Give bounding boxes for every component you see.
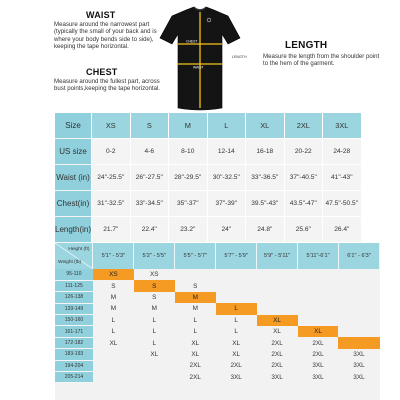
- size-value-cell: 39.5"-43": [245, 191, 284, 217]
- size-cell: [216, 269, 257, 280]
- row-header: US size: [55, 139, 91, 165]
- recommended-size-cell: [338, 337, 379, 348]
- size-value-cell: 22.4": [130, 217, 169, 243]
- size-cell: XL: [232, 339, 241, 347]
- weight-row-header: 150-160: [55, 315, 93, 326]
- size-value-cell: 4-6: [130, 139, 169, 165]
- size-cell: 2XL: [271, 339, 283, 347]
- height-weight-chart: [55, 243, 380, 400]
- length-title: LENGTH: [285, 40, 328, 51]
- jersey-svg: [150, 4, 250, 114]
- size-cell: L: [152, 328, 157, 336]
- weight-row-header: 183-193: [55, 349, 93, 360]
- size-table-row: [55, 113, 361, 139]
- size-value-cell: 33"-34.5": [130, 191, 169, 217]
- size-cell: [298, 292, 339, 303]
- length-figure-label: LENGTH: [232, 55, 247, 59]
- fit-chart-row: [55, 303, 380, 314]
- size-cell: [338, 326, 379, 337]
- size-value-cell: 0-2: [91, 139, 130, 165]
- recommended-size-cell: XL: [257, 315, 298, 326]
- size-table-row: [55, 139, 361, 165]
- size-value-cell: 47.5"-50.5": [322, 191, 361, 217]
- size-value-cell: 21.7": [91, 217, 130, 243]
- size-measurement-table: [55, 113, 361, 243]
- size-value-cell: 43.5"-47": [284, 191, 323, 217]
- height-column-header: 5'1" - 5'3": [93, 243, 134, 269]
- size-cell: 2XL: [271, 362, 283, 370]
- size-cell: [257, 303, 298, 314]
- length-instructions: Measure the length from the shoulder point to the hem of the garment.: [263, 53, 380, 68]
- size-cell: [134, 360, 175, 371]
- size-header-cell: M: [168, 113, 207, 139]
- size-cell: L: [111, 316, 116, 324]
- size-value-cell: 35"-37": [168, 191, 207, 217]
- chest-instructions: Measure around the fullest part, across bust points,keeping the tape horizontal.: [54, 78, 161, 93]
- size-header-cell: 3XL: [322, 113, 361, 139]
- weight-row-header: 194-204: [55, 360, 93, 371]
- row-header: Chest(in): [55, 191, 91, 217]
- fit-chart-row: [55, 372, 380, 383]
- size-value-cell: 23.2": [168, 217, 207, 243]
- size-cell: 2XL: [271, 350, 283, 358]
- size-cell: XL: [273, 328, 281, 336]
- size-cell: L: [193, 316, 197, 324]
- measurement-guide: [0, 0, 400, 113]
- size-header-cell: XL: [245, 113, 284, 139]
- fit-chart-row: [55, 280, 380, 291]
- size-cell: [93, 360, 134, 371]
- size-table-row: [55, 165, 361, 191]
- size-cell: [134, 372, 175, 383]
- size-cell: 2XL: [189, 373, 201, 381]
- size-value-cell: 28"-29.5": [168, 165, 207, 191]
- size-table-row: [55, 191, 361, 217]
- size-cell: [338, 315, 379, 326]
- size-value-cell: 16-18: [245, 139, 284, 165]
- size-header-cell: XS: [91, 113, 130, 139]
- size-cell: M: [151, 305, 157, 313]
- weight-row-header: 205-214: [55, 372, 93, 383]
- size-cell: 3XL: [312, 362, 324, 370]
- fit-chart-row: [55, 360, 380, 371]
- waist-title: WAIST: [86, 10, 116, 20]
- fit-chart-row: [55, 326, 380, 337]
- size-value-cell: 24.8": [245, 217, 284, 243]
- size-cell: [338, 269, 379, 280]
- size-header-cell: L: [207, 113, 246, 139]
- fit-chart-row: [55, 337, 380, 348]
- height-column-header: 6'1" - 6'3": [338, 243, 379, 269]
- size-value-cell: 37"-39": [207, 191, 246, 217]
- size-cell: L: [234, 316, 238, 324]
- size-value-cell: 24": [207, 217, 246, 243]
- size-cell: 3XL: [353, 362, 365, 370]
- fit-chart-row: [55, 292, 380, 303]
- weight-row-header: 161-171: [55, 326, 93, 337]
- weight-row-header: 172-182: [55, 337, 93, 348]
- size-cell: L: [152, 339, 157, 347]
- waist-instructions: Measure around the narrowest part (typically the small of your back and is where your body bends side to side), keeping the tape horizontal.: [54, 21, 157, 51]
- size-cell: [257, 280, 298, 291]
- fit-chart-row: [55, 349, 380, 360]
- size-cell: [298, 315, 339, 326]
- size-cell: 2XL: [312, 350, 324, 358]
- size-cell: L: [111, 328, 116, 336]
- weight-axis-label: Weight (lb): [58, 260, 82, 265]
- size-cell: L: [193, 328, 197, 336]
- height-column-header: 5'7" - 5'9": [216, 243, 257, 269]
- size-cell: 3XL: [353, 373, 365, 381]
- size-value-cell: 24-28: [322, 139, 361, 165]
- waist-figure-label: WAIST: [193, 65, 204, 70]
- height-header-row: [55, 243, 380, 269]
- size-cell: XL: [191, 350, 200, 358]
- size-cell: XL: [232, 350, 241, 358]
- size-value-cell: 25.6": [284, 217, 323, 243]
- size-value-cell: 31"-32.5": [91, 191, 130, 217]
- size-cell: XS: [150, 271, 159, 279]
- fit-chart-table: [55, 243, 380, 383]
- size-cell: [298, 303, 339, 314]
- size-cell: [216, 292, 257, 303]
- row-header: Waist (in): [55, 165, 91, 191]
- size-cell: 3XL: [353, 350, 365, 358]
- fit-chart-row: [55, 269, 380, 280]
- size-cell: 2XL: [230, 362, 242, 370]
- size-cell: S: [193, 282, 198, 290]
- row-header: Size: [55, 113, 91, 139]
- size-cell: [298, 280, 339, 291]
- chest-title: CHEST: [86, 67, 118, 77]
- size-value-cell: 41"-43": [322, 165, 361, 191]
- size-header-cell: 2XL: [284, 113, 323, 139]
- size-cell: [175, 269, 216, 280]
- size-value-cell: 30"-32.5": [207, 165, 246, 191]
- chest-figure-label: CHEST: [186, 39, 198, 44]
- size-table-row: [55, 217, 361, 243]
- size-cell: 2XL: [189, 362, 201, 370]
- size-cell: [338, 292, 379, 303]
- size-value-cell: 8-10: [168, 139, 207, 165]
- size-cell: M: [192, 305, 198, 313]
- size-cell: XL: [150, 350, 159, 358]
- fit-chart-row: [55, 315, 380, 326]
- height-column-header: 5'2" - 5'5": [134, 243, 175, 269]
- size-cell: [257, 269, 298, 280]
- size-value-cell: 33"-36.5": [245, 165, 284, 191]
- size-value-cell: 26"-27.5": [130, 165, 169, 191]
- size-cell: S: [152, 293, 157, 301]
- weight-row-header: 126-138: [55, 292, 93, 303]
- size-cell: [338, 280, 379, 291]
- weight-row-header: 139-149: [55, 303, 93, 314]
- recommended-size-cell: L: [216, 303, 257, 314]
- size-cell: M: [110, 305, 117, 313]
- size-value-cell: 12-14: [207, 139, 246, 165]
- size-cell: [257, 292, 298, 303]
- size-cell: L: [234, 328, 238, 336]
- size-cell: L: [152, 316, 157, 324]
- size-cell: 3XL: [230, 373, 242, 381]
- size-value-cell: 26.4": [322, 217, 361, 243]
- jersey-illustration: [150, 4, 250, 114]
- size-cell: [216, 280, 257, 291]
- size-cell: 3XL: [271, 373, 283, 381]
- size-cell: S: [111, 282, 116, 290]
- size-cell: [93, 372, 134, 383]
- size-cell: [338, 303, 379, 314]
- height-column-header: 5'9" - 5'11": [257, 243, 298, 269]
- size-value-cell: 20-22: [284, 139, 323, 165]
- recommended-size-cell: XL: [298, 326, 339, 337]
- size-cell: [298, 269, 339, 280]
- size-cell: XL: [191, 339, 200, 347]
- size-cell: XL: [109, 339, 118, 347]
- recommended-size-cell: XS: [93, 269, 134, 280]
- size-cell: 2XL: [312, 339, 324, 347]
- height-axis-label: Height (ft): [68, 247, 90, 252]
- size-cell: M: [110, 293, 117, 301]
- size-cell: [93, 349, 134, 360]
- weight-row-header: 111-125: [55, 280, 93, 291]
- height-column-header: 5'11"-6'1": [298, 243, 339, 269]
- size-cell: 3XL: [312, 373, 324, 381]
- height-column-header: 5'5" - 5'7": [175, 243, 216, 269]
- chart-corner-cell: [55, 243, 93, 269]
- weight-row-header: 95-110: [55, 269, 93, 280]
- recommended-size-cell: S: [134, 280, 175, 291]
- size-value-cell: 24"-25.5": [91, 165, 130, 191]
- size-value-cell: 37"-40.5": [284, 165, 323, 191]
- size-header-cell: S: [130, 113, 169, 139]
- recommended-size-cell: M: [175, 292, 216, 303]
- row-header: Length(in): [55, 217, 91, 243]
